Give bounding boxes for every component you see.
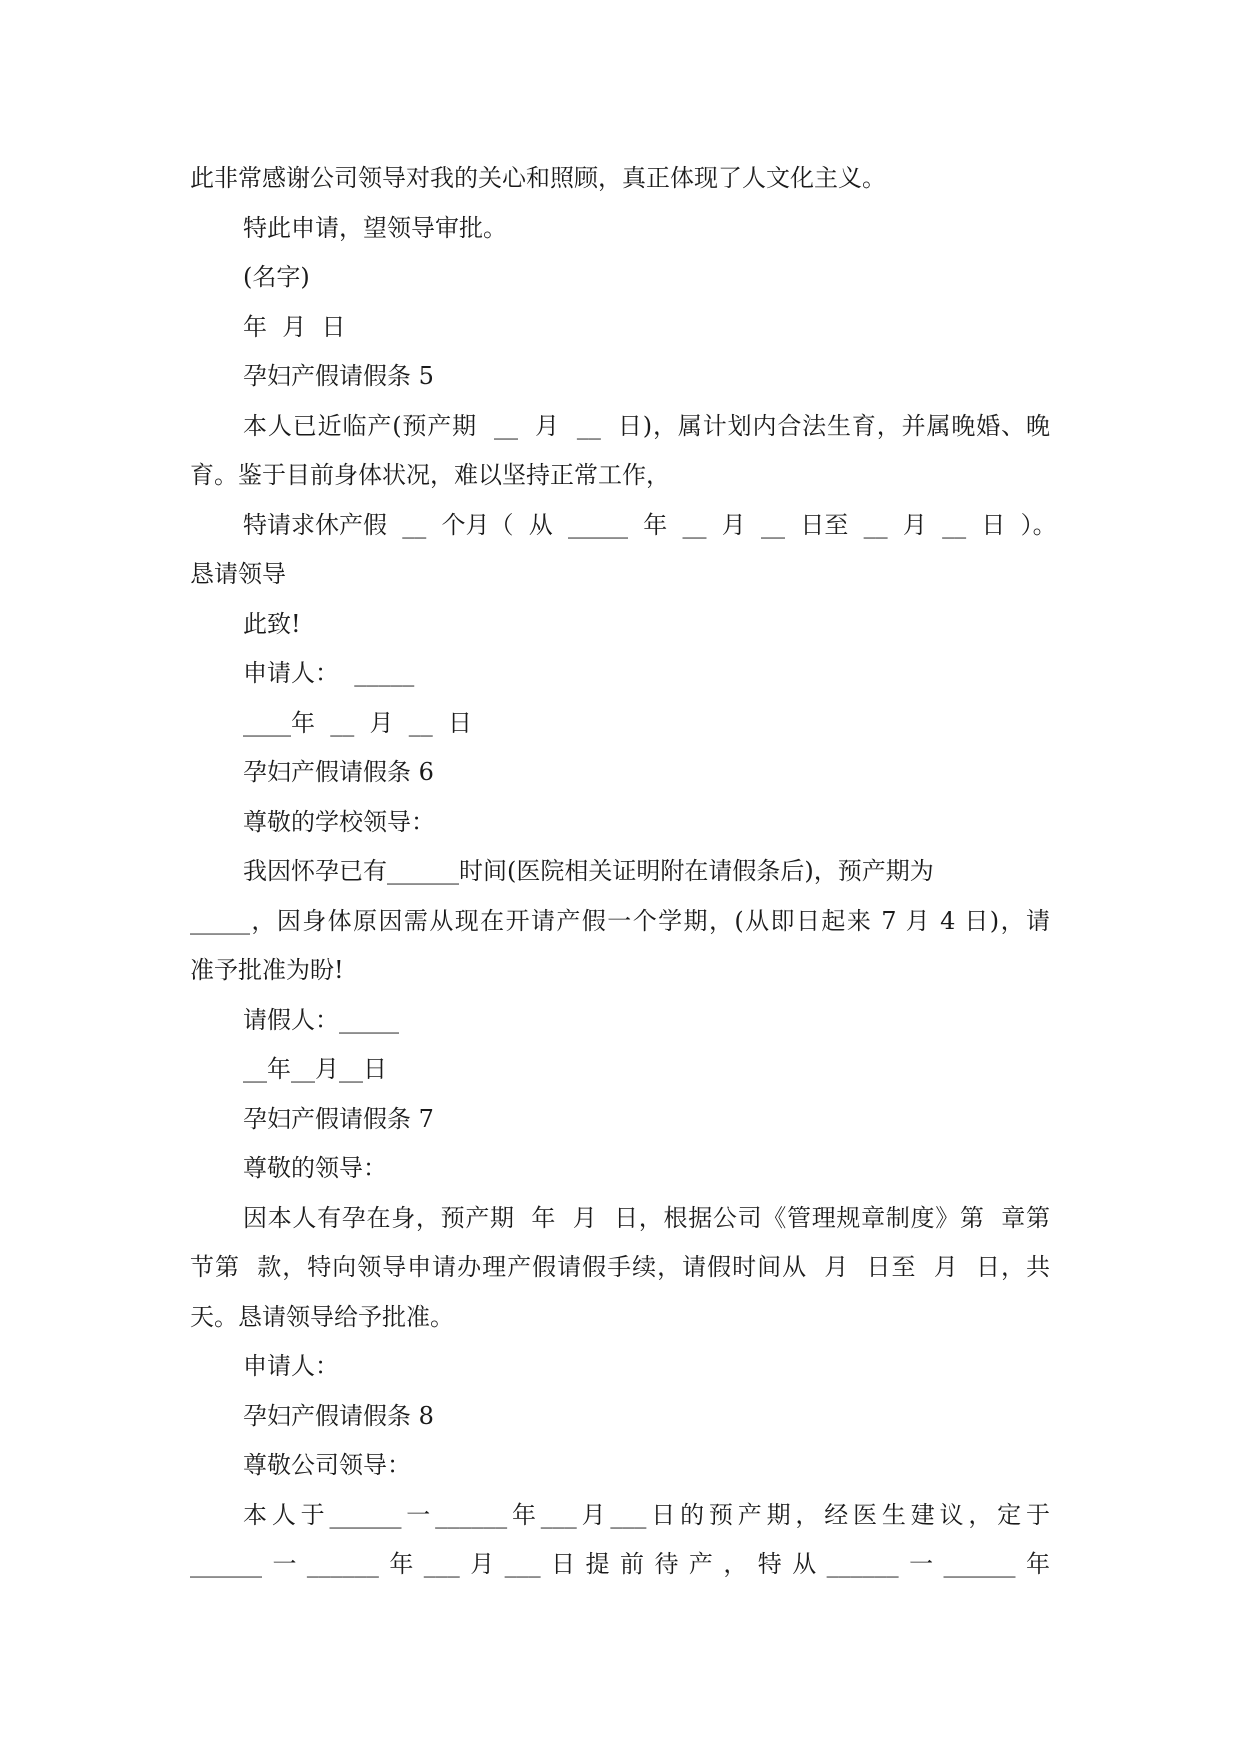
text-line: 节第 款，特向领导申请办理产假请假手续，请假时间从 月 日至 月 日，共	[190, 1253, 1050, 1281]
text-line: 我因怀孕已有______时间(医院相关证明附在请假条后)，预产期为	[243, 857, 934, 885]
text-line: 请假人：_____	[243, 1005, 399, 1034]
text-line: 本人已近临产(预产期 __ 月 __ 日)，属计划内合法生育，并属晚婚、晚	[243, 411, 1050, 440]
text-line: 此致!	[243, 609, 301, 638]
document-page	[190, 154, 1057, 1590]
text-line: 恳请领导	[190, 560, 286, 588]
text-line: 育。鉴于目前身体状况，难以坚持正常工作，	[190, 461, 670, 489]
text-line: 尊敬的学校领导：	[243, 807, 435, 836]
text-line: __年__月__日	[243, 1055, 387, 1083]
text-line: 因本人有孕在身，预产期 年 月 日，根据公司《管理规章制度》第 章第	[243, 1203, 1050, 1232]
text-line: 孕妇产假请假条 7	[243, 1104, 434, 1133]
text-line: 此非常感谢公司领导对我的关心和照顾，真正体现了人文化主义。	[190, 164, 886, 192]
text-line: 尊敬的领导：	[243, 1154, 387, 1182]
text-line: 天。恳请领导给予批准。	[190, 1302, 454, 1331]
text-line: 年 月 日	[243, 312, 346, 341]
text-line: 孕妇产假请假条 8	[243, 1401, 434, 1430]
text-line: 申请人： _____	[243, 659, 415, 687]
text-line: 本人于______一______年___月___日的预产期，经医生建议，定于	[243, 1500, 1050, 1529]
text-line: 特此申请，望领导审批。	[243, 213, 507, 242]
text-line: ____年 __ 月 __ 日	[243, 708, 473, 737]
text-line: 尊敬公司领导：	[243, 1451, 411, 1479]
text-line: 孕妇产假请假条 5	[243, 362, 434, 390]
text-line: _____，因身体原因需从现在开请产假一个学期，(从即日起来 7 月 4 日)，请	[190, 906, 1050, 935]
text-line: ______一______年___月___日提前待产，特从______一______年	[190, 1550, 1050, 1578]
text-line: 申请人：	[243, 1352, 339, 1380]
text-line: (名字)	[243, 263, 310, 291]
text-line: 孕妇产假请假条 6	[243, 758, 434, 786]
text-line: 准予批准为盼!	[190, 956, 344, 984]
text-line: 特请求休产假 __ 个月（ 从 _____ 年 __ 月 __ 日至 __ 月 __ 日 ）。	[243, 510, 1057, 539]
